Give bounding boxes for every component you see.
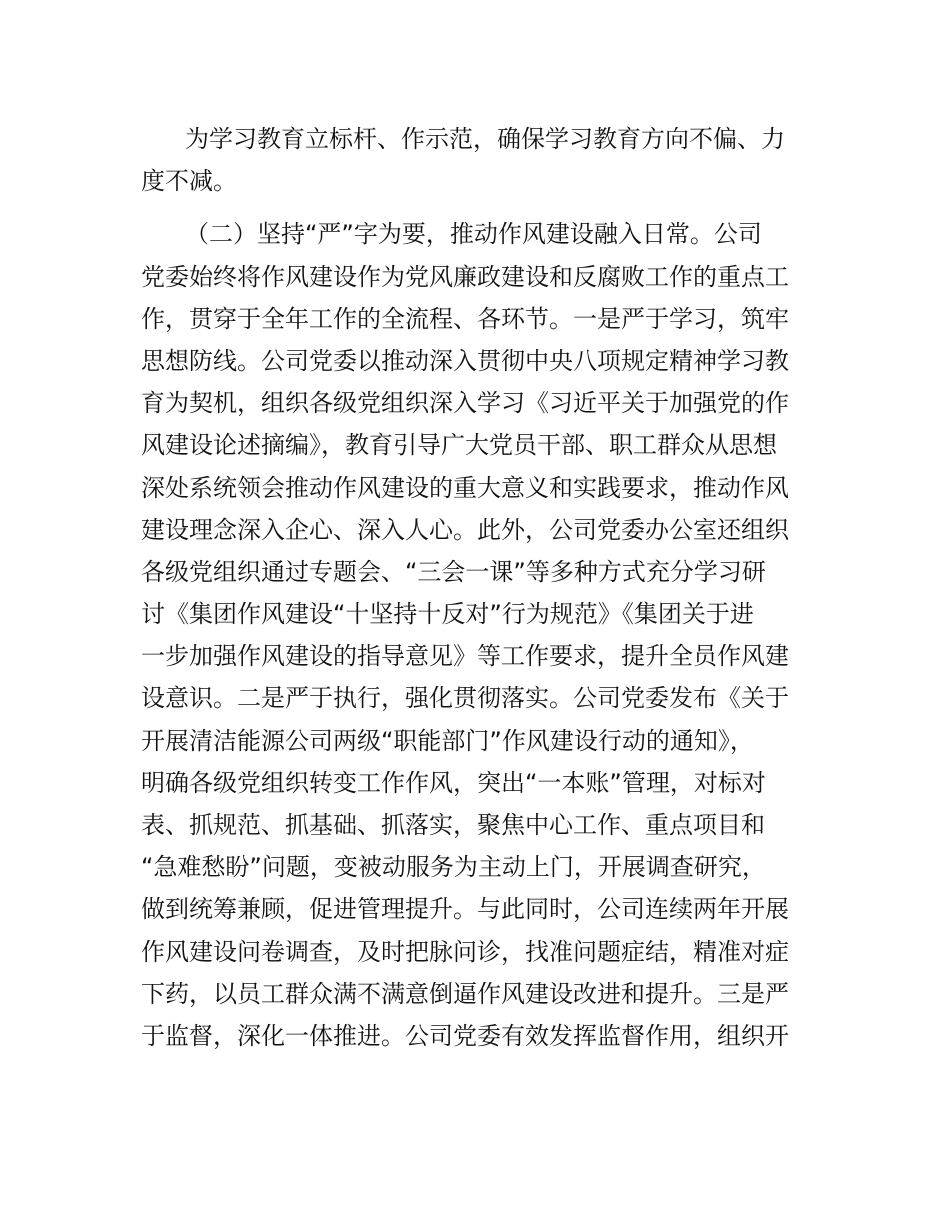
- paragraph-line: 做到统筹兼顾，促进管理提升。与此同时，公司连续两年开展: [141, 895, 789, 924]
- paragraph-gap: [141, 202, 811, 213]
- paragraph-line: 于监督，深化一体推进。公司党委有效发挥监督作用，组织开: [141, 1021, 789, 1050]
- paragraph-line: 深处系统领会推动作风建设的重大意义和实践要求，推动作风: [141, 473, 789, 502]
- paragraph-line: 为学习教育立标杆、作示范，确保学习教育方向不偏、力: [185, 125, 785, 153]
- paragraph-line: 度不减。: [141, 167, 237, 196]
- paragraph-line: 下药，以员工群众满不满意倒逼作风建设改进和提升。三是严: [141, 979, 789, 1008]
- paragraph-line: 作风建设问卷调查，及时把脉问诊，找准问题症结，精准对症: [141, 937, 789, 966]
- paragraph-line: “急难愁盼”问题，变被动服务为主动上门，开展调查研究，: [141, 853, 766, 882]
- paragraph-line: 党委始终将作风建设作为党风廉政建设和反腐败工作的重点工: [141, 262, 789, 291]
- paragraph-line: （二）坚持“严”字为要，推动作风建设融入日常。公司: [185, 220, 762, 249]
- paragraph-2: [141, 213, 811, 1057]
- paragraph-line: 风建设论述摘编》，教育引导广大党员干部、职工群众从思想: [141, 431, 777, 460]
- document-body: [141, 118, 811, 1057]
- paragraph-line: 明确各级党组织转变工作作风，突出“一本账”管理，对标对: [141, 768, 766, 797]
- paragraph-line: 育为契机，组织各级党组织深入学习《习近平关于加强党的作: [141, 389, 789, 418]
- paragraph-line: 各级党组织通过专题会、“三会一课”等多种方式充分学习研: [141, 557, 766, 586]
- paragraph-line: 作，贯穿于全年工作的全流程、各环节。一是严于学习，筑牢: [141, 304, 789, 333]
- paragraph-1: [141, 118, 811, 202]
- paragraph-line: 思想防线。公司党委以推动深入贯彻中央八项规定精神学习教: [141, 346, 789, 375]
- paragraph-line: 开展清洁能源公司两级“职能部门”作风建设行动的通知》，: [141, 726, 754, 755]
- paragraph-line: 建设理念深入企心、深入人心。此外，公司党委办公室还组织: [141, 515, 789, 544]
- paragraph-line: 讨《集团作风建设“十坚持十反对”行为规范》《集团关于进: [141, 600, 754, 629]
- paragraph-line: 表、抓规范、抓基础、抓落实，聚焦中心工作、重点项目和: [141, 811, 765, 839]
- paragraph-line: 一步加强作风建设的指导意见》等工作要求，提升全员作风建: [141, 642, 789, 671]
- paragraph-line: 设意识。二是严于执行，强化贯彻落实。公司党委发布《关于: [141, 684, 789, 713]
